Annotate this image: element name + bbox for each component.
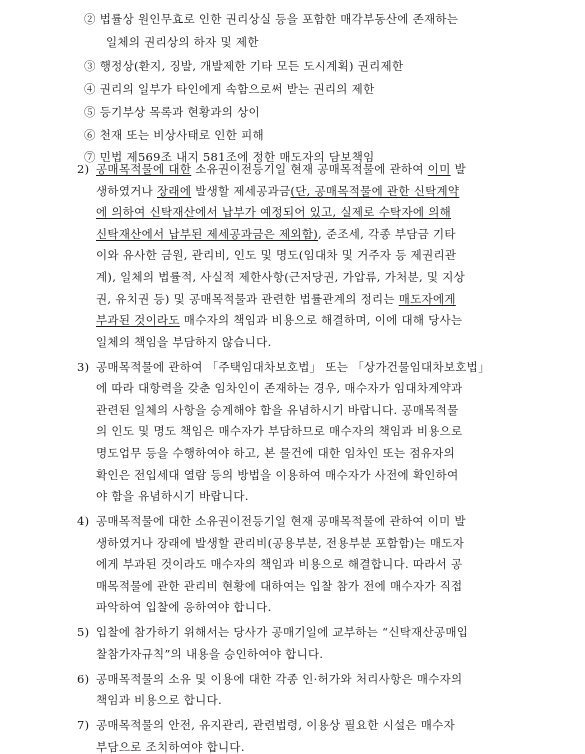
text-segment: 생하였거나 장래에 발생할 관리비(공용부분, 전용부분 포함함)는 매도자 bbox=[96, 535, 465, 550]
item-number: 2) bbox=[77, 162, 90, 176]
text-segment: 의 인도 및 명도 책임은 매수자가 부담하므로 매수자의 책임과 비용으로 bbox=[96, 424, 463, 439]
underlined-text: 공매목적물에 대한 bbox=[96, 162, 192, 176]
underlined-text: 장래에 bbox=[157, 183, 192, 198]
text-segment: 공매목적물에 대한 소유권이전등기일 현재 공매목적물에 관하여 이미 발 bbox=[96, 514, 466, 528]
sub-item-line: ② 법률상 원인무효로 인한 권리상실 등을 포함한 매각부동산에 존재하는 bbox=[84, 12, 459, 26]
item-number: 3) bbox=[77, 359, 90, 374]
item-text-line bbox=[96, 292, 456, 306]
item-text-line bbox=[96, 740, 245, 754]
item-text-line bbox=[96, 313, 462, 327]
text-segment: 생하였거나 bbox=[96, 183, 157, 198]
item-text-line bbox=[96, 205, 451, 219]
text-segment: 발 bbox=[450, 162, 466, 176]
text-segment: 공매목적물에 관하여 「주택임대차보호법」 또는 「상가건물임대차보호법」 bbox=[96, 359, 490, 374]
underlined-text: 신탁재산에서 납부된 제세공과금은 제외함) bbox=[96, 226, 319, 241]
underlined-text: 이미 bbox=[427, 162, 451, 176]
item-text-line bbox=[96, 489, 249, 503]
sub-item-line: ⑤ 등기부상 목록과 현황과의 상이 bbox=[84, 105, 260, 119]
text-segment: 매수자의 책임과 비용으로 해결하며, 이에 대해 당사는 bbox=[179, 313, 463, 328]
text-segment: 책임과 비용으로 합니다. bbox=[96, 693, 222, 708]
item-number: 4) bbox=[77, 514, 90, 528]
item-text-line bbox=[96, 227, 456, 241]
item-text-line bbox=[96, 468, 459, 482]
item-text-line bbox=[96, 184, 459, 198]
item-text-line bbox=[96, 625, 468, 639]
text-segment: 공매목적물의 소유 및 이용에 대한 각종 인·허가와 처리사항은 매수자의 bbox=[96, 671, 463, 686]
item-text-line bbox=[96, 424, 462, 438]
underlined-text: 에 의하여 신탁재산에서 납부가 예정되어 있고, 실제로 수탁자에 의해 bbox=[96, 205, 452, 220]
text-segment: 공매목적물의 안전, 유지관리, 관련법령, 이용상 필요한 시설은 매수자 bbox=[96, 718, 456, 732]
item-text-line bbox=[96, 693, 222, 707]
item-text-line bbox=[96, 647, 323, 661]
text-segment: 매목적물에 관한 관리비 현황에 대하여는 입찰 참가 전에 매수자가 직접 bbox=[96, 578, 463, 593]
text-segment: 권, 유치권 등) 및 공매목적물과 관련한 법률관계의 정리는 bbox=[96, 291, 399, 306]
underlined-text: 매도자에게 bbox=[398, 291, 456, 306]
text-segment: 입찰에 참가하기 위해서는 당사가 공매기일에 교부하는 “신탁재산공매입 bbox=[96, 625, 469, 640]
sub-item-line: 일체의 권리상의 하자 및 제한 bbox=[106, 35, 259, 49]
underlined-text: (단, 공매목적물에 관한 신탁계약 bbox=[290, 183, 460, 198]
text-segment: , 준조세, 각종 부담금 기타 bbox=[318, 226, 456, 241]
text-segment: 이와 유사한 금원, 관리비, 인도 및 명도(임대차 및 거주자 등 제권리관 bbox=[96, 248, 457, 263]
item-text-line bbox=[96, 162, 466, 176]
text-segment: 일체의 책임을 부담하지 않습니다. bbox=[96, 334, 272, 349]
text-segment: 파악하여 입찰에 응하여야 합니다. bbox=[96, 600, 272, 615]
item-text-line bbox=[96, 403, 459, 417]
text-segment: 확인은 전입세대 열람 등의 방법을 이용하여 매수자가 사전에 확인하여 bbox=[96, 467, 459, 482]
sub-item-line: ⑦ 민법 제569조 내지 581조에 정한 매도자의 담보책임 bbox=[84, 150, 375, 164]
item-text-line bbox=[96, 718, 455, 732]
text-segment: 에게 부과된 것이라도 매수자의 책임과 비용으로 해결합니다. 따라서 공 bbox=[96, 557, 463, 572]
text-segment: 에 따라 대항력을 갖춘 임차인이 존재하는 경우, 매수자가 임대차계약과 bbox=[96, 381, 463, 396]
text-segment: 발생할 제세공과금 bbox=[191, 183, 291, 198]
item-number: 6) bbox=[77, 671, 90, 686]
sub-item-line: ⑥ 천재 또는 비상사태로 인한 피해 bbox=[84, 128, 264, 142]
item-text-line bbox=[96, 579, 462, 593]
sub-item-line: ④ 권리의 일부가 타인에게 속함으로써 받는 권리의 제한 bbox=[84, 82, 375, 96]
item-text-line bbox=[96, 335, 272, 349]
item-text-line bbox=[96, 446, 455, 460]
text-segment: 야 함을 유념하시기 바랍니다. bbox=[96, 489, 249, 504]
text-segment: 찰참가자규칙”의 내용을 승인하여야 합니다. bbox=[96, 646, 324, 661]
item-text-line bbox=[96, 248, 456, 262]
item-text-line bbox=[96, 381, 462, 395]
text-segment: 부담으로 조치하여야 합니다. bbox=[96, 739, 245, 754]
underlined-text: 부과된 것이라도 bbox=[96, 313, 180, 328]
item-text-line bbox=[96, 557, 462, 571]
item-text-line bbox=[96, 270, 465, 284]
item-number: 7) bbox=[77, 718, 90, 732]
item-number: 5) bbox=[77, 625, 90, 640]
text-segment: 관련된 일체의 사항을 승계해야 함을 유념하시기 바랍니다. 공매목적물 bbox=[96, 402, 459, 417]
sub-item-line: ③ 행정상(환지, 징발, 개발제한 기타 모든 도시계획) 권리제한 bbox=[84, 59, 404, 73]
text-segment: 계), 일체의 법률적, 사실적 제한사항(근저당권, 가압류, 가처분, 및 지상 bbox=[96, 270, 466, 284]
item-text-line bbox=[96, 360, 490, 374]
item-text-line bbox=[96, 536, 464, 550]
item-text-line bbox=[96, 600, 272, 614]
item-text-line bbox=[96, 514, 466, 528]
text-segment: 명도업무 등을 수행하여야 하고, 본 물건에 대한 임차인 또는 점유자의 bbox=[96, 446, 456, 460]
text-segment: 소유권이전등기일 현재 공매목적물에 관하여 bbox=[191, 162, 428, 176]
